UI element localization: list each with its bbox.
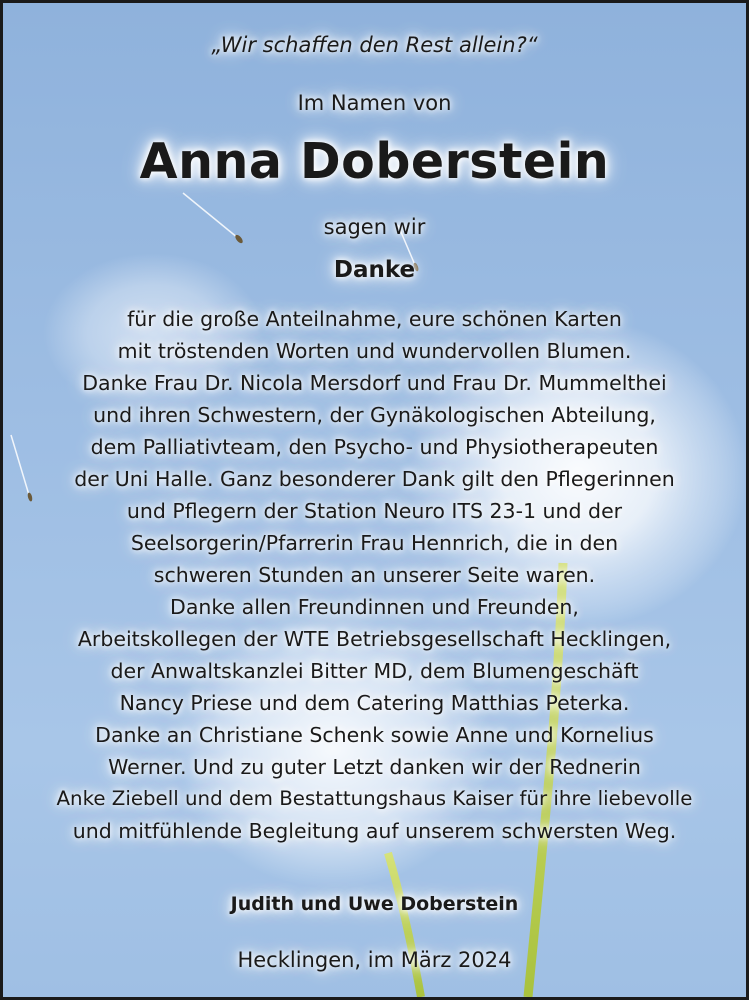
- body-line: Anke Ziebell und dem Bestattungshaus Kaiser für ihre liebevolle: [56, 787, 693, 810]
- place-date: Hecklingen, im März 2024: [237, 948, 512, 972]
- body-line: dem Palliativteam, den Psycho- und Physiotherapeuten: [90, 435, 659, 459]
- body-line: Werner. Und zu guter Letzt danken wir der Rednerin: [108, 755, 641, 779]
- body-line: der Uni Halle. Ganz besonderer Dank gilt den Pflegerinnen: [74, 467, 675, 491]
- body-line: mit tröstenden Worten und wundervollen Blumen.: [117, 339, 632, 363]
- deceased-name: Anna Doberstein: [139, 133, 610, 190]
- body-line: Arbeitskollegen der WTE Betriebsgesellschaft Hecklingen,: [77, 627, 672, 651]
- body-line: und mitfühlende Begleitung auf unserem schwersten Weg.: [72, 819, 677, 843]
- body-line: Danke an Christiane Schenk sowie Anne und Kornelius: [95, 723, 654, 747]
- body-line: und ihren Schwestern, der Gynäkologischen Abteilung,: [93, 403, 656, 427]
- body-line: Nancy Priese und dem Catering Matthias Peterka.: [119, 691, 630, 715]
- body-line: für die große Anteilnahme, eure schönen Karten: [127, 307, 622, 331]
- body-line: der Anwaltskanzlei Bitter MD, dem Blumengeschäft: [110, 659, 639, 683]
- say-text: sagen wir: [323, 215, 426, 239]
- motto-quote: „Wir schaffen den Rest allein?“: [211, 33, 538, 57]
- signature: Judith und Uwe Doberstein: [230, 893, 519, 915]
- intro-text: Im Namen von: [297, 91, 452, 115]
- body-line: und Pflegern der Station Neuro ITS 23-1 und der: [126, 499, 623, 523]
- thanks-heading: Danke: [333, 257, 416, 283]
- body-line: Seelsorgerin/Pfarrerin Frau Hennrich, die in den: [130, 531, 619, 555]
- body-line: schweren Stunden an unserer Seite waren.: [153, 563, 596, 587]
- body-line: Danke allen Freundinnen und Freunden,: [170, 595, 579, 619]
- body-line: Danke Frau Dr. Nicola Mersdorf und Frau Dr. Mummelthei: [82, 371, 667, 395]
